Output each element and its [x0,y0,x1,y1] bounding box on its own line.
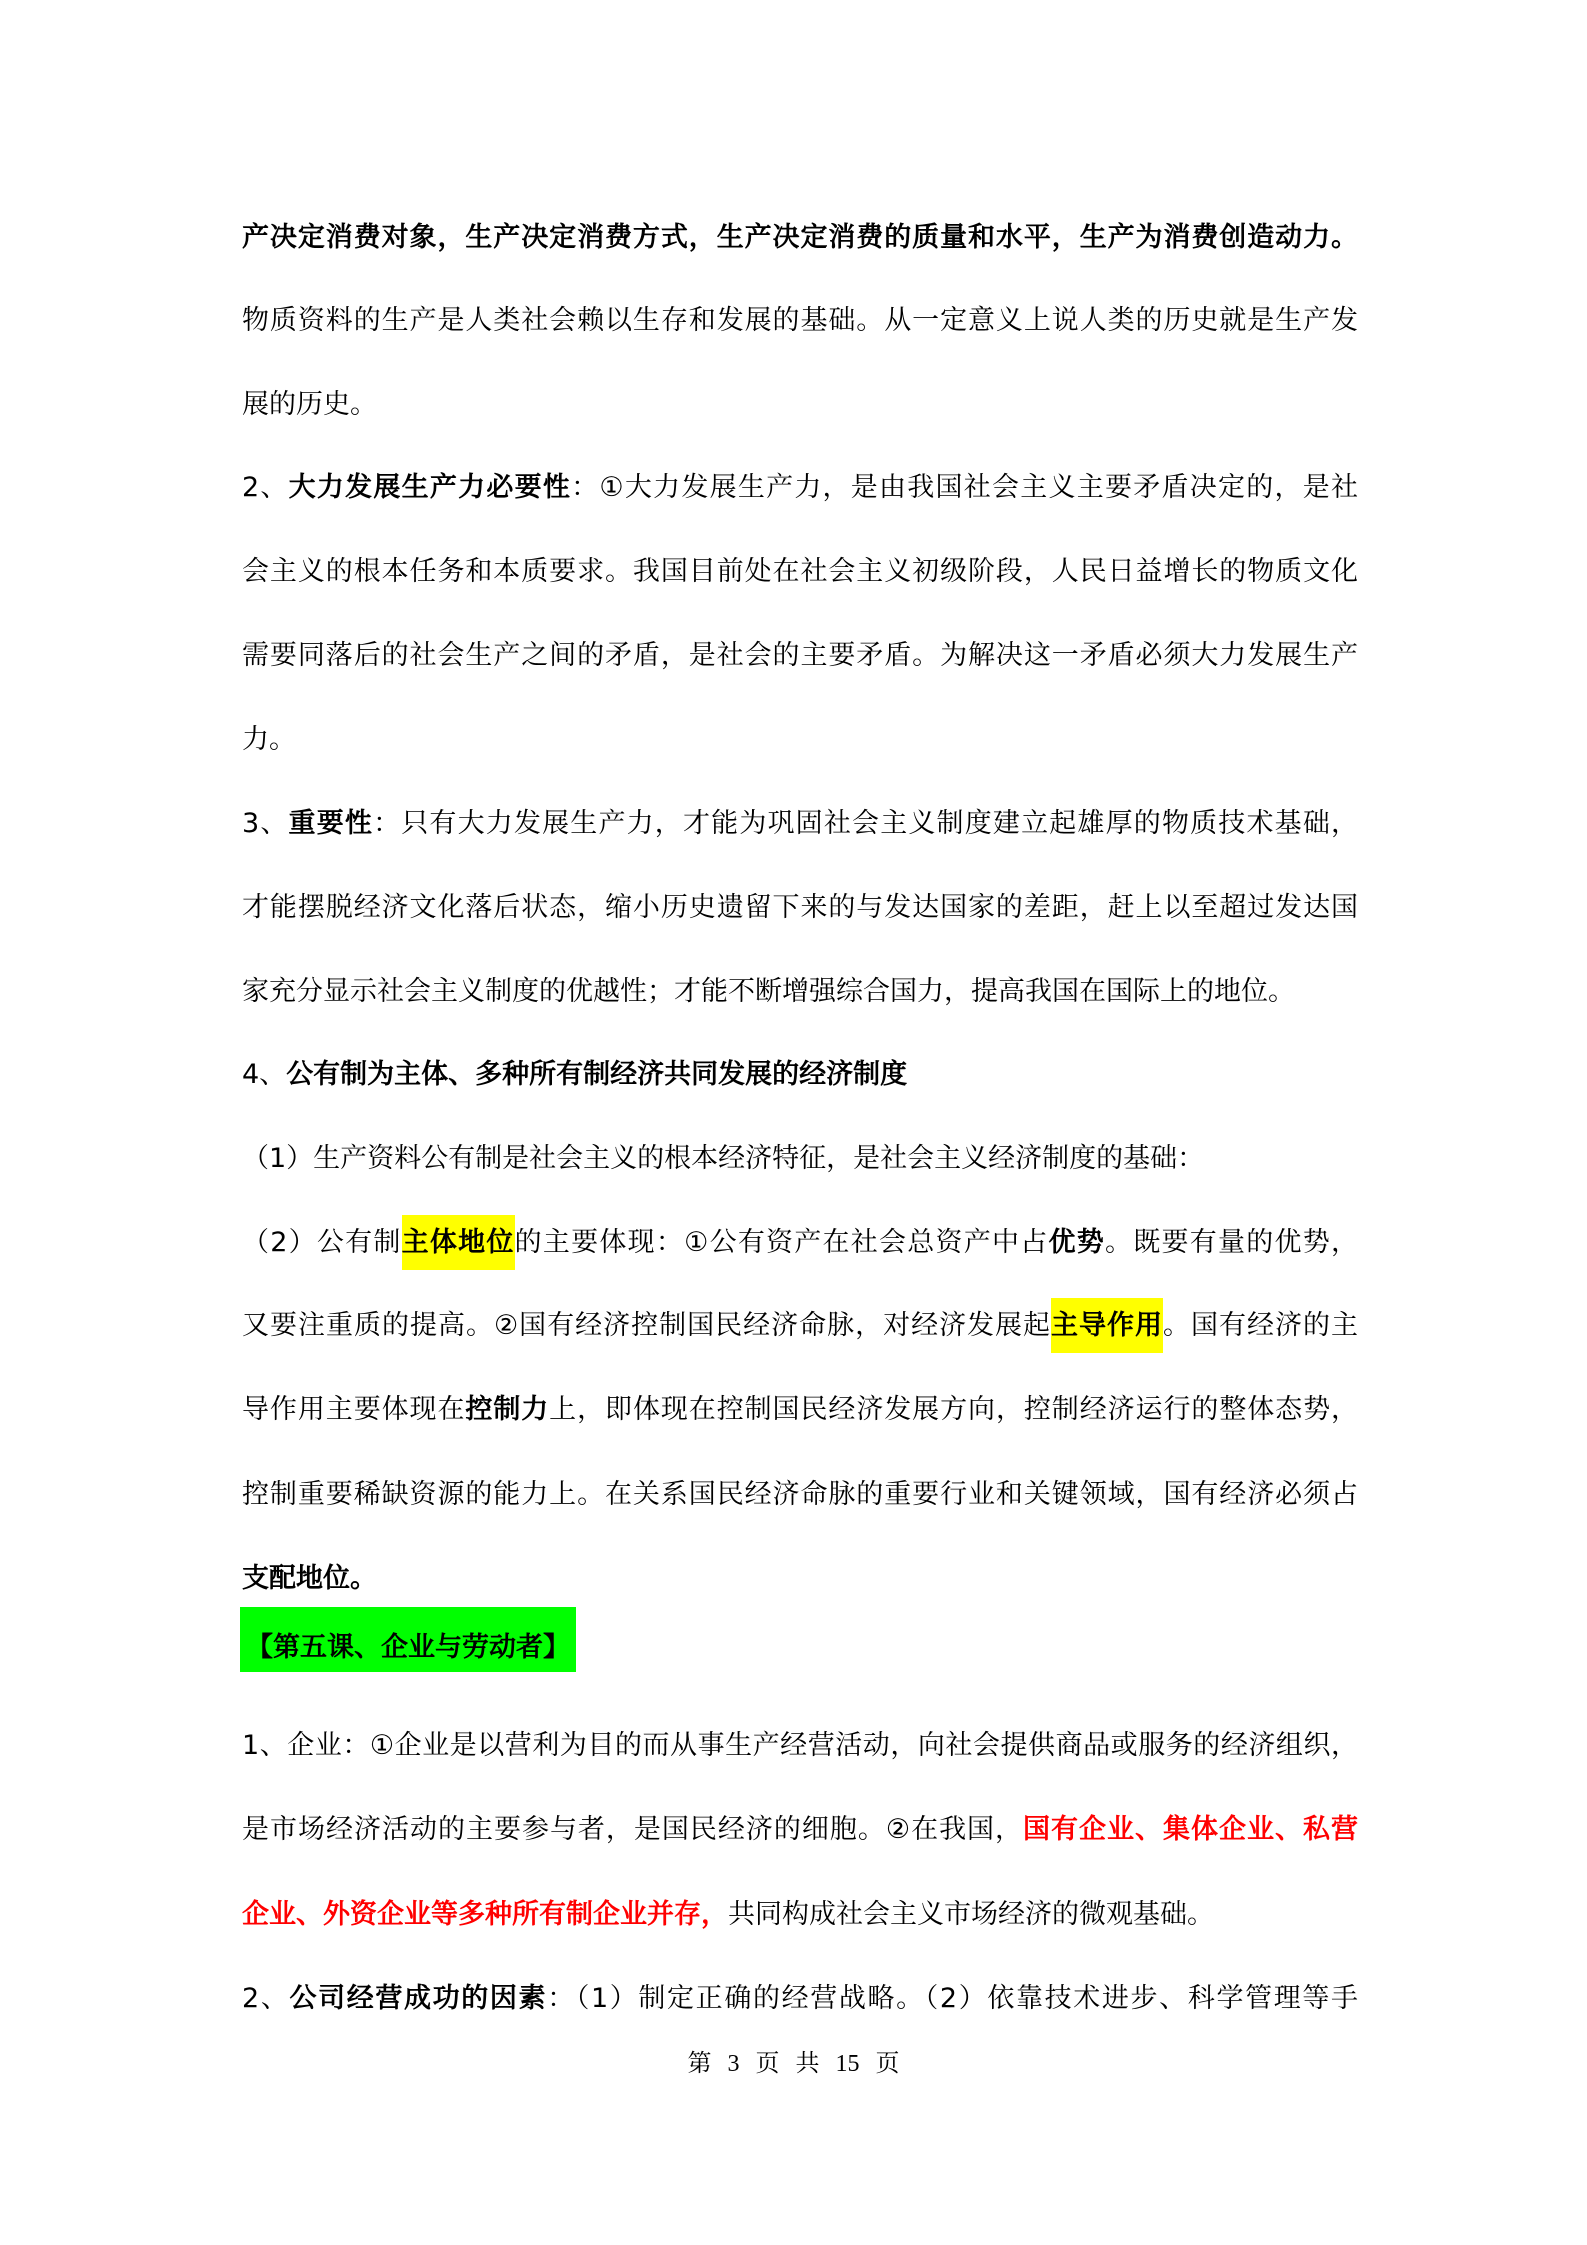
text-line [242,552,1358,592]
text-line [242,720,1358,760]
text-line [242,1223,1358,1263]
bold-term: 控制力 [465,1394,550,1425]
text-line [242,1726,1358,1766]
text-run: 。国有经济的主 [1163,1310,1358,1341]
text-run: 2、 [242,1983,290,2014]
section-heading-lesson-5: 【第五课、企业与劳动者】 [240,1607,576,1672]
text-run: 会主义的根本任务和本质要求。我国目前处在社会主义初级阶段，人民日益增长的物质文化 [242,556,1358,587]
text-run: ：只有大力发展生产力，才能为巩固社会主义制度建立起雄厚的物质技术基础， [373,808,1359,839]
text-line [242,301,1358,341]
text-run: （2）公有制 [242,1227,402,1258]
text-run: 3、 [242,808,289,839]
bold-term: 大力发展生产力必要性 [288,472,572,503]
highlighted-term: 主导作用 [1051,1298,1163,1353]
text-line [242,468,1358,508]
text-line [242,1559,1358,1599]
text-run: 2、 [242,472,289,503]
text-run: 家充分显示社会主义制度的优越性；才能不断增强综合国力，提高我国在国际上的地位。 [242,976,1295,1007]
text-line [242,1810,1358,1850]
bold-term: 支配地位。 [242,1563,377,1594]
text-run: 。既要有量的优势， [1105,1227,1358,1258]
text-line [242,1475,1358,1515]
text-line [242,1139,1358,1179]
text-run: 共同构成社会主义市场经济的微观基础。 [728,1899,1214,1930]
highlighted-term: 主体地位 [402,1215,515,1270]
text-line [242,1979,1358,2019]
text-line [242,972,1358,1012]
text-run: 是市场经济活动的主要参与者，是国民经济的细胞。②在我国， [242,1814,1024,1845]
text-line [242,804,1358,844]
text-run: 又要注重质的提高。②国有经济控制国民经济命脉，对经济发展起 [242,1310,1052,1341]
text-run: 才能摆脱经济文化落后状态，缩小历史遗留下来的与发达国家的差距，赶上以至超过发达国 [242,892,1358,923]
bold-term: 公司经营成功的因素 [289,1983,548,2014]
text-line [242,888,1358,928]
text-run: 上，即体现在控制国民经济发展方向，控制经济运行的整体态势， [549,1394,1359,1425]
red-emphasis-text: 企业、外资企业等多种所有制企业并存， [242,1899,728,1930]
text-run: 的主要体现：①公有资产在社会总资产中占 [514,1227,1049,1258]
text-run: （1）生产资料公有制是社会主义的根本经济特征，是社会主义经济制度的基础： [242,1143,1205,1174]
red-emphasis-text: 国有企业、集体企业、私营 [1023,1814,1358,1845]
text-line [242,1055,1358,1095]
text-run: ：（1）制定正确的经营战略。（2）依靠技术进步、科学管理等手 [547,1983,1358,2014]
text-run: 物质资料的生产是人类社会赖以生存和发展的基础。从一定意义上说人类的历史就是生产发 [242,305,1358,336]
text-run: ：①大力发展生产力，是由我国社会主义主要矛盾决定的，是社 [571,472,1358,503]
text-line [242,1306,1358,1346]
text-line [242,636,1358,676]
bold-term: 重要性 [288,808,374,839]
text-run: 展的历史。 [242,389,377,420]
text-run: 控制重要稀缺资源的能力上。在关系国民经济命脉的重要行业和关键领域，国有经济必须占 [242,1479,1358,1510]
text-line [242,1895,1358,1935]
bold-term: 产决定消费对象，生产决定消费方式，生产决定消费的质量和水平，生产为消费创造动力。 [242,222,1358,253]
text-run: 4、 [242,1059,287,1090]
bold-term: 优势 [1048,1227,1106,1258]
text-run: 力。 [242,724,296,755]
bold-term: 公有制为主体、多种所有制经济共同发展的经济制度 [286,1059,908,1090]
page-footer: 第 3 页 共 15 页 [687,2051,900,2077]
text-line [242,1390,1358,1430]
text-run: 需要同落后的社会生产之间的矛盾，是社会的主要矛盾。为解决这一矛盾必须大力发展生产 [242,640,1358,671]
text-run: 1、企业：①企业是以营利为目的而从事生产经营活动，向社会提供商品或服务的经济组织， [242,1730,1358,1761]
text-line [242,218,1358,258]
text-line [242,385,1358,425]
text-run: 导作用主要体现在 [242,1394,466,1425]
